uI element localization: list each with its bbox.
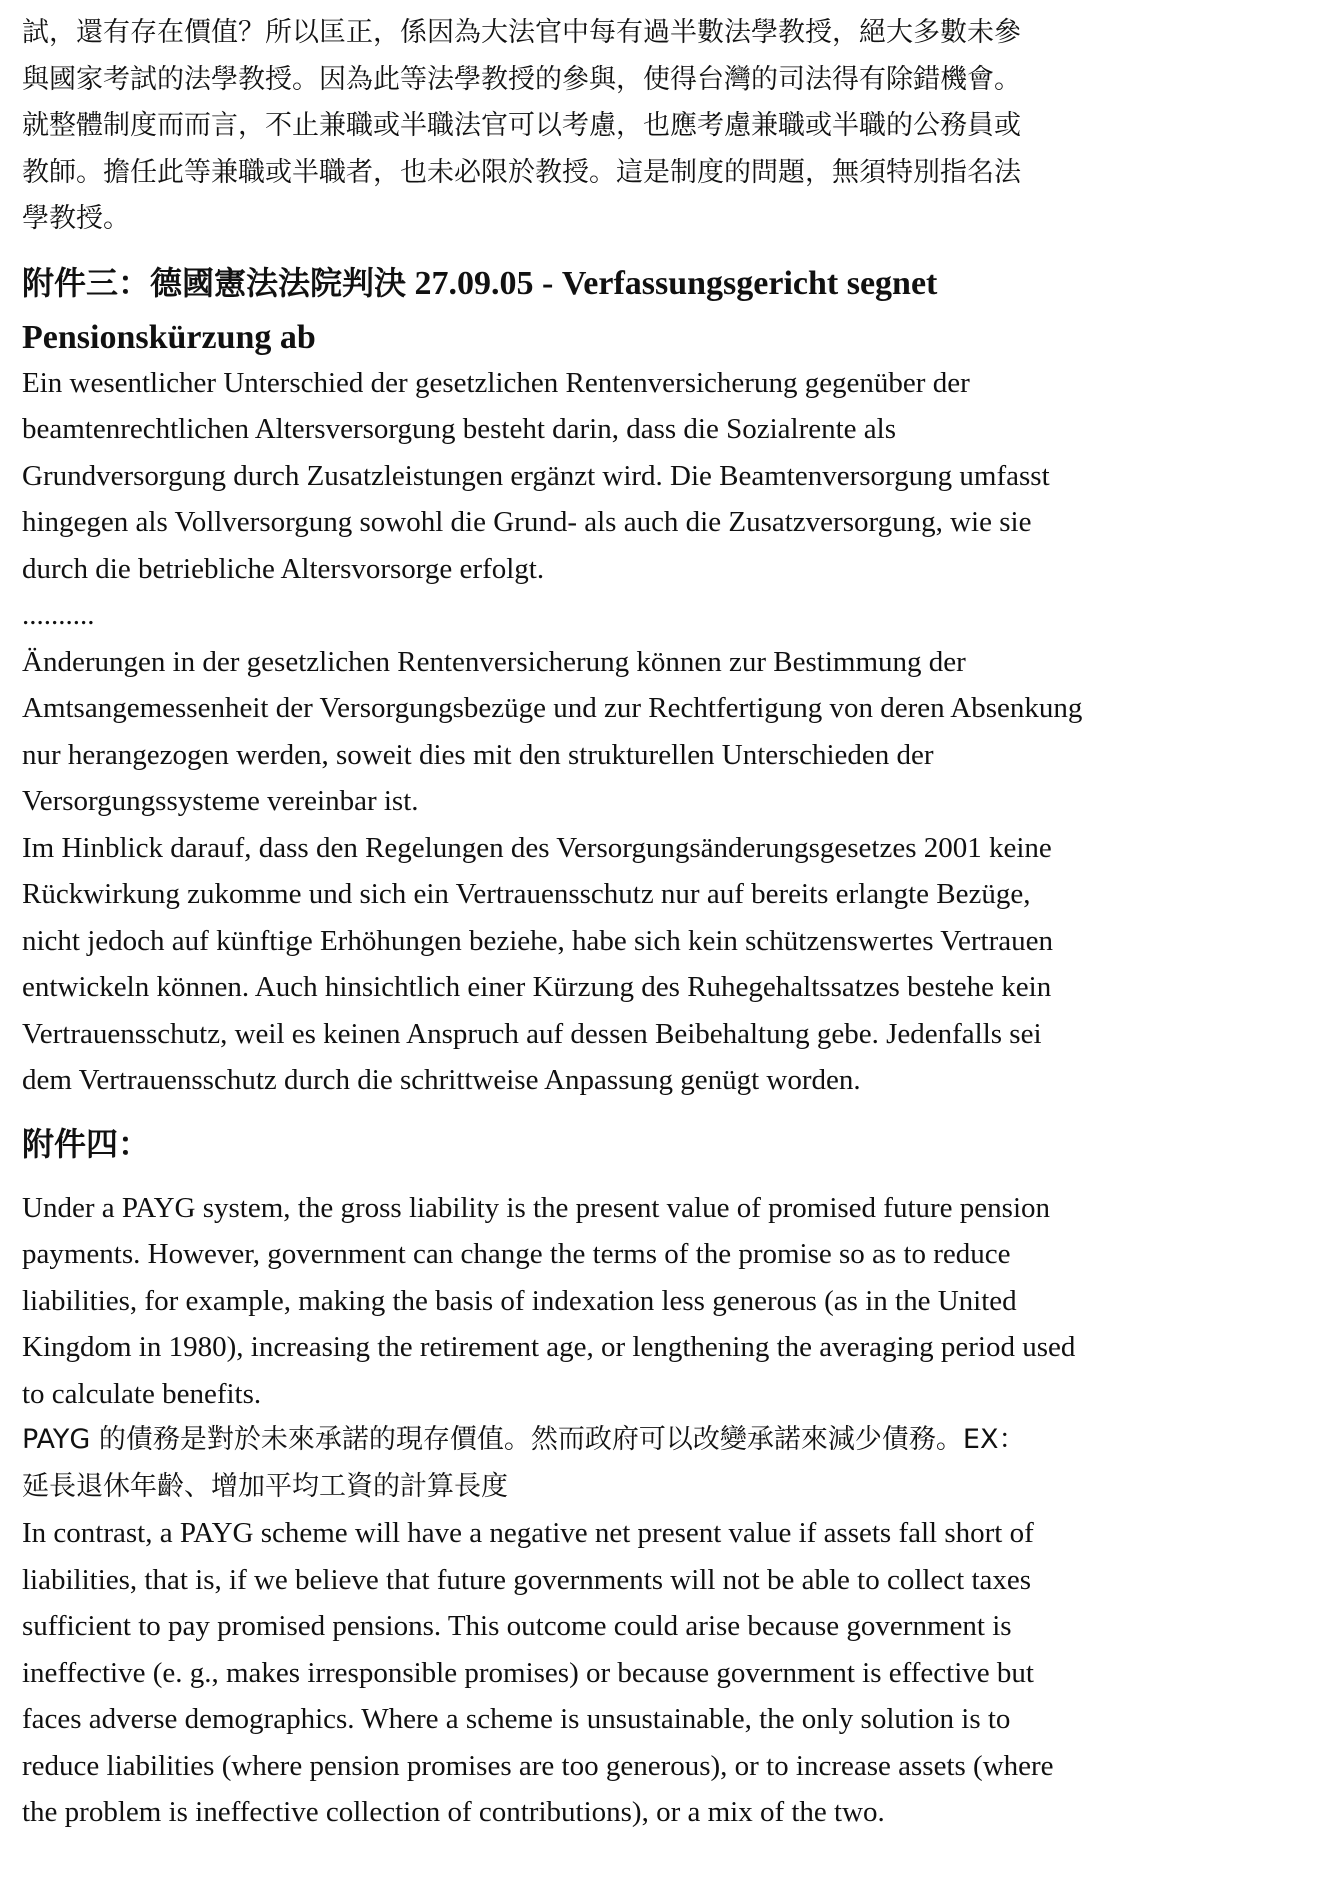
annex4-heading <box>22 1118 1312 1171</box>
ellipsis: .......... <box>22 599 95 631</box>
text-line: reduce liabilities (where pension promises are too generous), or to increase assets (where <box>22 1749 1054 1782</box>
text-line: durch die betriebliche Altersvorsorge erfolgt. <box>22 552 545 585</box>
text-line: liabilities, that is, if we believe that future governments will not be able to collect taxes <box>22 1563 1032 1596</box>
text-line: Kingdom in 1980), increasing the retirement age, or lengthening the averaging period used <box>22 1331 1076 1363</box>
text-line: Versorgungssysteme vereinbar ist. <box>22 785 419 817</box>
intro-paragraph <box>22 10 1312 243</box>
text-line: In contrast, a PAYG scheme will have a negative net present value if assets fall short of <box>22 1517 1034 1549</box>
text-line: the problem is ineffective collection of contributions), or a mix of the two. <box>22 1796 885 1828</box>
annex4-heading-text: 附件四： <box>22 1124 151 1163</box>
text-line: 與國家考試的法學教授。因為此等法學教授的參與，使得台灣的司法得有除錯機會。 <box>22 63 1021 95</box>
text-line: PAYG 的債務是對於未來承諾的現存價值。然而政府可以改變承諾來減少債務。EX： <box>22 1424 1026 1455</box>
text-line: hingegen als Vollversorgung sowohl die Grund- als auch die Zusatzversorgung, wie sie <box>22 506 1032 538</box>
text-line: dem Vertrauensschutz durch die schrittweise Anpassung genügt worden. <box>22 1064 861 1096</box>
text-line: beamtenrechtlichen Altersversorgung besteht darin, dass die Sozialrente als <box>22 413 897 445</box>
text-line: to calculate benefits. <box>22 1377 262 1410</box>
text-line: ineffective (e. g., makes irresponsible promises) or because government is effective but <box>22 1656 1034 1689</box>
annex3-heading-latin: 27.09.05 - Verfassungsgericht segnet <box>406 264 938 302</box>
annex3-paragraph-3 <box>22 825 1312 1104</box>
text-line: 試，還有存在價值？所以匡正，係因為大法官中每有過半數法學教授，絕大多數未參 <box>22 17 1021 48</box>
annex4-paragraph-1 <box>22 1185 1312 1418</box>
document-page <box>22 10 1312 1836</box>
annex3-paragraph-2 <box>22 639 1312 825</box>
text-line: payments. However, government can change the terms of the promise so as to reduce <box>22 1238 1011 1270</box>
text-line: nicht jedoch auf künftige Erhöhungen beziehe, habe sich kein schützenswertes Vertrauen <box>22 924 1054 957</box>
text-line: Ein wesentlicher Unterschied der gesetzlichen Rentenversicherung gegenüber der <box>22 366 970 399</box>
text-line: liabilities, for example, making the basis of indexation less generous (as in the United <box>22 1284 1017 1317</box>
annex4-paragraph-2 <box>22 1510 1312 1836</box>
text-line: 教師。擔任此等兼職或半職者，也未必限於教授。這是制度的問題，無須特別指名法 <box>22 156 1021 188</box>
text-line: 學教授。 <box>22 203 130 234</box>
text-line: Rückwirkung zukomme und sich ein Vertrauensschutz nur auf bereits erlangte Bezüge, <box>22 878 1031 910</box>
text-line: 就整體制度而而言，不止兼職或半職法官可以考慮，也應考慮兼職或半職的公務員或 <box>22 110 1021 141</box>
text-line: Vertrauensschutz, weil es keinen Anspruch auf dessen Beibehaltung gebe. Jedenfalls sei <box>22 1017 1042 1050</box>
annex3-heading <box>22 257 1312 310</box>
text-line: Grundversorgung durch Zusatzleistungen ergänzt wird. Die Beamtenversorgung umfasst <box>22 459 1050 492</box>
text-line: faces adverse demographics. Where a scheme is unsustainable, the only solution is to <box>22 1703 1011 1735</box>
text-line: 延長退休年齡、增加平均工資的計算長度 <box>22 1470 508 1502</box>
text-line: Under a PAYG system, the gross liability is the present value of promised future pension <box>22 1191 1051 1224</box>
annex3-paragraph-1 <box>22 360 1312 639</box>
text-line: nur herangezogen werden, soweit dies mit den strukturellen Unterschieden der <box>22 738 934 771</box>
text-line: sufficient to pay promised pensions. This outcome could arise because government is <box>22 1610 1012 1642</box>
text-line: Im Hinblick darauf, dass den Regelungen des Versorgungsänderungsgesetzes 2001 keine <box>22 831 1052 864</box>
annex3-heading-cjk: 附件三：德國憲法法院判決 <box>22 263 407 302</box>
annex3-subheading: Pensionskürzung ab <box>22 318 316 356</box>
annex4-chinese-summary <box>22 1417 1312 1510</box>
text-line: Änderungen in der gesetzlichen Rentenversicherung können zur Bestimmung der <box>22 645 966 678</box>
text-line: Amtsangemessenheit der Versorgungsbezüge und zur Rechtfertigung von deren Absenkung <box>22 692 1083 724</box>
text-line: entwickeln können. Auch hinsichtlich einer Kürzung des Ruhegehaltssatzes bestehe kein <box>22 971 1052 1003</box>
